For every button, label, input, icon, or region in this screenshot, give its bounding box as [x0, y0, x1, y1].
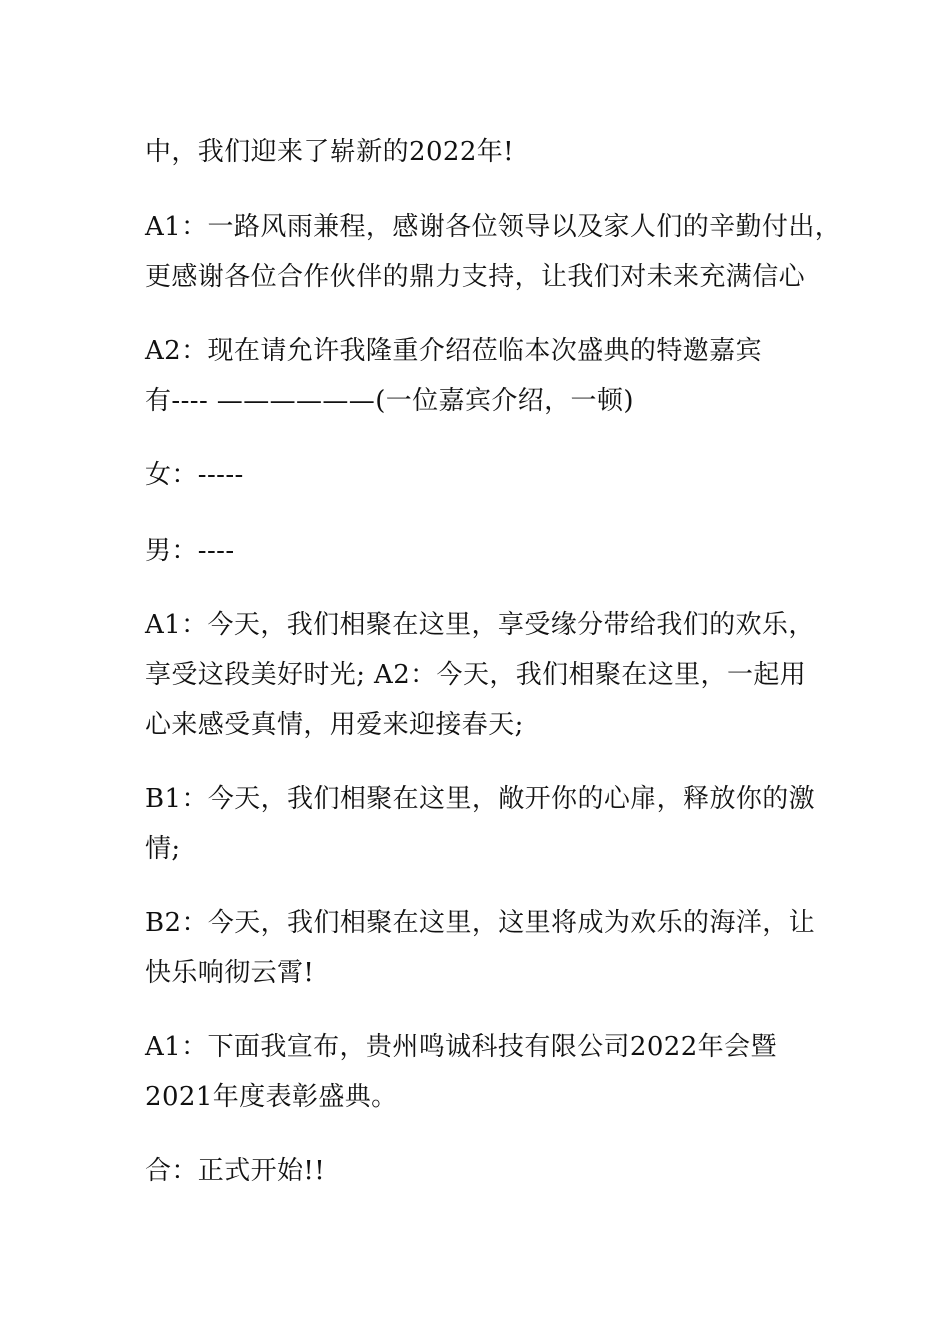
paragraph-2-line-2: 更感谢各位合作伙伴的鼎力支持，让我们对未来充满信心 [145, 262, 806, 292]
paragraph-4-line-1: 女：----- [145, 460, 244, 490]
paragraph-6-line-3: 心来感受真情，用爱来迎接春天; [145, 710, 524, 740]
paragraph-10-line-1: 合：正式开始!! [145, 1156, 326, 1186]
paragraph-9-line-2: 2021年度表彰盛典。 [145, 1082, 398, 1112]
paragraph-8-line-2: 快乐响彻云霄! [145, 958, 315, 988]
paragraph-7-line-1: B1：今天，我们相聚在这里，敞开你的心扉，释放你的激 [145, 784, 816, 814]
paragraph-3-line-1: A2：现在请允许我隆重介绍莅临本次盛典的特邀嘉宾 [145, 336, 762, 366]
paragraph-3-line-2: 有---- ——————(一位嘉宾介绍，一顿) [145, 386, 634, 416]
paragraph-8-line-1: B2：今天，我们相聚在这里，这里将成为欢乐的海洋，让 [145, 908, 816, 938]
paragraph-1-line-1: 中，我们迎来了崭新的2022年! [145, 137, 515, 167]
paragraph-7-line-2: 情; [145, 834, 181, 864]
paragraph-5-line-1: 男：---- [145, 536, 235, 566]
paragraph-6-line-2: 享受这段美好时光; A2：今天，我们相聚在这里，一起用 [145, 660, 807, 690]
paragraph-6-line-1: A1：今天，我们相聚在这里，享受缘分带给我们的欢乐， [145, 610, 815, 640]
paragraph-9-line-1: A1：下面我宣布，贵州鸣诚科技有限公司2022年会暨 [145, 1032, 777, 1062]
paragraph-2-line-1: A1：一路风雨兼程，感谢各位领导以及家人们的辛勤付出， [145, 212, 842, 242]
